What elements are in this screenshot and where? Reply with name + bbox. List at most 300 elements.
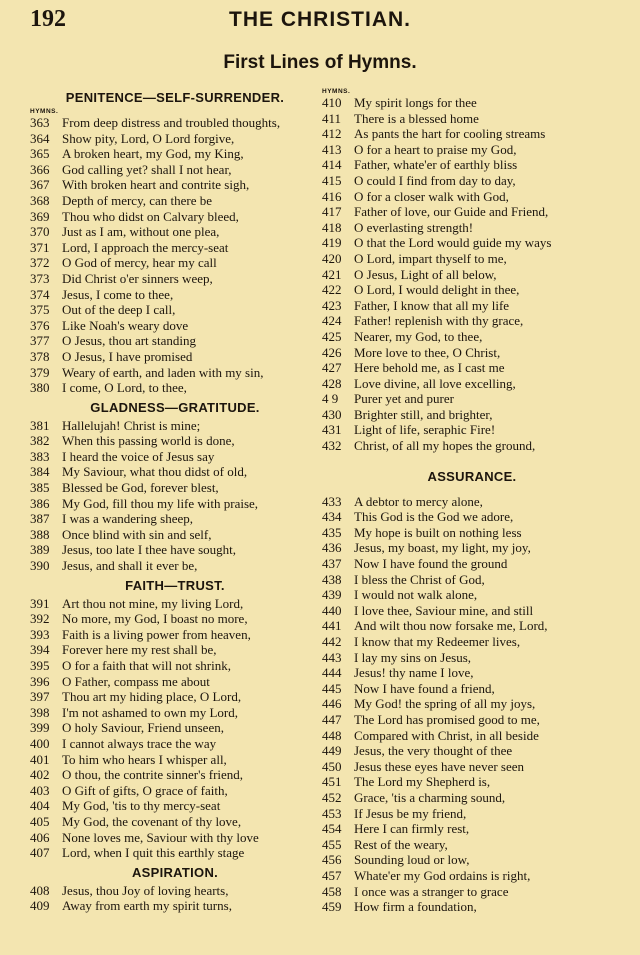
- hymn-number: 434: [322, 509, 342, 525]
- hymn-first-line: I lay my sins on Jesus,: [354, 649, 471, 665]
- hymn-number: 373: [30, 270, 50, 286]
- hymn-first-line: O for a closer walk with God,: [354, 188, 509, 204]
- hymn-number: 436: [322, 540, 342, 556]
- hymn-number: 449: [322, 743, 342, 759]
- hymn-first-line: Love divine, all love excelling,: [354, 375, 516, 391]
- hymns-label: HYMNS.: [30, 108, 59, 115]
- hymn-first-line: I cannot always trace the way: [62, 735, 217, 751]
- hymn-number: 366: [30, 161, 50, 177]
- hymn-row: [30, 224, 320, 240]
- hymn-number: 392: [30, 611, 50, 627]
- hymn-number: 375: [30, 302, 50, 318]
- hymn-row: [30, 558, 320, 574]
- hymn-number: 385: [30, 480, 50, 496]
- hymn-number: 406: [30, 829, 50, 845]
- hymn-row: [322, 142, 622, 158]
- hymn-row: [30, 845, 320, 861]
- hymn-row: [322, 220, 622, 236]
- hymn-first-line: Hallelujah! Christ is mine;: [62, 417, 201, 433]
- hymn-first-line: I heard the voice of Jesus say: [62, 448, 215, 464]
- hymn-number: 415: [322, 172, 342, 188]
- hymn-number: 399: [30, 720, 50, 736]
- hymn-row: [30, 814, 320, 830]
- hymn-number: 389: [30, 542, 50, 558]
- hymn-first-line: O that the Lord would guide my ways: [354, 235, 552, 251]
- hymn-first-line: O Jesus, Light of all below,: [354, 266, 497, 282]
- hymn-row: [322, 509, 622, 525]
- hymn-first-line: Art thou not mine, my living Lord,: [62, 595, 244, 611]
- hymn-first-line: No more, my God, I boast no more,: [62, 611, 248, 627]
- hymn-row: [322, 407, 622, 423]
- hymn-first-line: Christ, of all my hopes the ground,: [354, 438, 536, 454]
- hymn-first-line: Purer yet and purer: [354, 391, 454, 407]
- hymn-number: 412: [322, 126, 342, 142]
- hymn-number: 424: [322, 313, 342, 329]
- hymn-row: [30, 115, 320, 131]
- hymn-row: [322, 267, 622, 283]
- hymn-row: [322, 852, 622, 868]
- hymn-row: [322, 126, 622, 142]
- hymn-number: 411: [322, 110, 342, 126]
- hymn-first-line: This God is the God we adore,: [354, 509, 514, 525]
- hymn-first-line: Compared with Christ, in all beside: [354, 727, 539, 743]
- hymn-first-line: O Lord, impart thyself to me,: [354, 250, 507, 266]
- hymn-number: 381: [30, 417, 50, 433]
- hymn-number: 428: [322, 375, 342, 391]
- hymn-row: [322, 345, 622, 361]
- hymn-number: 437: [322, 556, 342, 572]
- hymn-row: [322, 313, 622, 329]
- hymn-number: 438: [322, 571, 342, 587]
- hymn-number: 370: [30, 224, 50, 240]
- hymn-row: [30, 705, 320, 721]
- hymn-first-line: As pants the hart for cooling streams: [354, 126, 546, 142]
- hymn-first-line: Rest of the weary,: [354, 836, 448, 852]
- category-heading: PENITENCE—SELF-SURRENDER.: [65, 90, 285, 105]
- hymn-first-line: O Jesus, I have promised: [62, 348, 193, 364]
- hymn-row: [30, 287, 320, 303]
- hymn-row: [322, 681, 622, 697]
- hymn-first-line: O thou, the contrite sinner's friend,: [62, 767, 244, 783]
- hymn-number: 397: [30, 689, 50, 705]
- hymn-row: [30, 736, 320, 752]
- hymn-row: [322, 665, 622, 681]
- hymn-number: 365: [30, 146, 50, 162]
- hymn-number: 417: [322, 204, 342, 220]
- hymn-row: [30, 658, 320, 674]
- hymn-list: [30, 418, 320, 574]
- hymn-row: [322, 712, 622, 728]
- hymn-first-line: From deep distress and troubled thoughts,: [62, 115, 281, 130]
- hymn-row: [322, 790, 622, 806]
- hymn-first-line: O Father, compass me about: [62, 673, 210, 689]
- hymn-first-line: Brighter still, and brighter,: [354, 406, 493, 422]
- hymn-first-line: Jesus, too late I thee have sought,: [62, 542, 237, 558]
- hymn-first-line: O everlasting strength!: [354, 219, 474, 235]
- hymn-list: [30, 883, 320, 914]
- hymn-number: 435: [322, 524, 342, 540]
- hymn-row: [322, 422, 622, 438]
- hymn-first-line: More love to thee, O Christ,: [354, 344, 501, 360]
- hymn-row: [30, 318, 320, 334]
- hymn-first-line: Jesus these eyes have never seen: [354, 758, 525, 774]
- hymn-row: [30, 596, 320, 612]
- hymn-row: [322, 251, 622, 267]
- hymn-first-line: Whate'er my God ordains is right,: [354, 867, 531, 883]
- hymn-row: [322, 376, 622, 392]
- hymn-number: 379: [30, 364, 50, 380]
- hymn-number: 425: [322, 328, 342, 344]
- hymn-number: 401: [30, 751, 50, 767]
- hymn-row: [322, 899, 622, 915]
- hymn-row: [322, 329, 622, 345]
- hymn-first-line: Now I have found the ground: [354, 556, 508, 572]
- hymn-row: [30, 271, 320, 287]
- hymn-row: [30, 433, 320, 449]
- hymn-row: [322, 821, 622, 837]
- hymn-number: 4 9: [322, 391, 339, 407]
- hymn-number: 393: [30, 626, 50, 642]
- hymn-first-line: I once was a stranger to grace: [354, 883, 509, 899]
- hymn-first-line: My hope is built on nothing less: [354, 524, 522, 540]
- running-title: THE CHRISTIAN.: [229, 8, 411, 31]
- hymn-first-line: The Lord my Shepherd is,: [354, 774, 491, 790]
- hymn-row: [30, 449, 320, 465]
- hymn-row: [30, 480, 320, 496]
- hymn-number: 431: [322, 422, 342, 438]
- hymn-number: 457: [322, 867, 342, 883]
- hymn-first-line: Jesus, I come to thee,: [62, 286, 174, 302]
- hymn-number: 451: [322, 774, 342, 790]
- hymn-number: 426: [322, 344, 342, 360]
- hymn-row: [30, 627, 320, 643]
- hymn-number: 378: [30, 348, 50, 364]
- hymn-number: 391: [30, 595, 50, 611]
- hymn-first-line: I bless the Christ of God,: [354, 571, 485, 587]
- hymn-row: [30, 720, 320, 736]
- hymn-first-line: God calling yet? shall I not hear,: [62, 161, 232, 177]
- hymn-number: 440: [322, 602, 342, 618]
- hymn-first-line: Light of life, seraphic Fire!: [354, 422, 496, 438]
- hymn-first-line: Father! replenish with thy grace,: [354, 313, 524, 329]
- hymn-first-line: Away from earth my spirit turns,: [62, 898, 232, 914]
- hymn-number: 398: [30, 704, 50, 720]
- hymn-first-line: A debtor to mercy alone,: [354, 493, 483, 509]
- hymn-row: [322, 189, 622, 205]
- hymn-row: [322, 525, 622, 541]
- hymn-row: [322, 494, 622, 510]
- hymn-row: [30, 511, 320, 527]
- hymn-first-line: Faith is a living power from heaven,: [62, 626, 251, 642]
- hymn-row: [322, 282, 622, 298]
- hymn-first-line: Here behold me, as I cast me: [354, 360, 505, 376]
- hymn-number: 423: [322, 297, 342, 313]
- hymn-row: [322, 157, 622, 173]
- hymn-first-line: Thou art my hiding place, O Lord,: [62, 689, 242, 705]
- hymn-row: [322, 837, 622, 853]
- hymn-row: [322, 360, 622, 376]
- hymn-number: 419: [322, 235, 342, 251]
- hymn-number: 418: [322, 219, 342, 235]
- category-heading: ASPIRATION.: [131, 864, 219, 880]
- hymn-number: 394: [30, 642, 50, 658]
- hymn-number: 422: [322, 282, 342, 298]
- hymn-first-line: Blessed be God, forever blest,: [62, 480, 219, 496]
- hymn-row: [322, 235, 622, 251]
- hymn-number: 442: [322, 634, 342, 649]
- hymn-number: 374: [30, 286, 50, 302]
- hymn-first-line: O Lord, I would delight in thee,: [354, 282, 520, 298]
- hymns-label: HYMNS.: [322, 88, 351, 95]
- hymn-row: [30, 240, 320, 256]
- hymn-first-line: Father, I know that all my life: [354, 297, 510, 313]
- hymn-number: 408: [30, 882, 50, 898]
- hymn-first-line: Forever here my rest shall be,: [62, 642, 217, 658]
- hymn-row: [322, 759, 622, 775]
- hymn-row: [322, 111, 622, 127]
- hymn-number: 380: [30, 380, 50, 396]
- hymn-first-line: I know that my Redeemer lives,: [354, 634, 521, 649]
- hymn-number: 413: [322, 141, 342, 157]
- hymn-first-line: Jesus, my boast, my light, my joy,: [354, 540, 531, 556]
- hymn-number: 444: [322, 665, 342, 681]
- hymn-number: 384: [30, 464, 50, 480]
- left-column: [30, 86, 320, 914]
- hymn-first-line: Lord, when I quit this earthly stage: [62, 845, 245, 861]
- hymn-number: 420: [322, 250, 342, 266]
- hymn-number: 430: [322, 406, 342, 422]
- hymn-number: 363: [30, 115, 50, 130]
- page-number: 192: [30, 6, 66, 32]
- hymn-first-line: Jesus, and shall it ever be,: [62, 558, 198, 574]
- hymn-row: [30, 349, 320, 365]
- hymn-first-line: I come, O Lord, to thee,: [62, 380, 187, 396]
- hymn-number: 390: [30, 558, 50, 574]
- hymn-number: 376: [30, 317, 50, 333]
- hymn-number: 456: [322, 852, 342, 868]
- hymn-first-line: I'm not ashamed to own my Lord,: [62, 704, 239, 720]
- hymn-row: [30, 177, 320, 193]
- hymn-row: [30, 333, 320, 349]
- hymn-first-line: To him who hears I whisper all,: [62, 751, 227, 767]
- hymn-first-line: My spirit longs for thee: [354, 95, 477, 110]
- hymn-row: [30, 146, 320, 162]
- hymn-number: 443: [322, 649, 342, 665]
- hymn-number: 450: [322, 758, 342, 774]
- hymn-row: [30, 830, 320, 846]
- hymn-first-line: I would not walk alone,: [354, 587, 478, 603]
- hymn-row: [30, 162, 320, 178]
- hymn-row: [30, 752, 320, 768]
- hymn-row: [30, 193, 320, 209]
- hymn-number: 386: [30, 495, 50, 511]
- hymn-row: [322, 298, 622, 314]
- hymn-list: [322, 494, 622, 915]
- hymn-number: 400: [30, 735, 50, 751]
- hymn-row: [322, 204, 622, 220]
- hymn-row: [30, 542, 320, 558]
- hymn-number: 447: [322, 711, 342, 727]
- hymn-number: 441: [322, 618, 342, 634]
- hymn-first-line: Weary of earth, and laden with my sin,: [62, 364, 264, 380]
- hymn-first-line: Now I have found a friend,: [354, 680, 495, 696]
- hymn-first-line: When this passing world is done,: [62, 433, 235, 449]
- hymn-first-line: Just as I am, without one plea,: [62, 224, 220, 240]
- hymn-row: [30, 209, 320, 225]
- hymn-row: [322, 438, 622, 454]
- hymn-row: [322, 884, 622, 900]
- hymn-number: 402: [30, 767, 50, 783]
- hymn-row: [30, 464, 320, 480]
- hymn-number: 404: [30, 798, 50, 814]
- hymn-number: 372: [30, 255, 50, 271]
- hymn-first-line: Father of love, our Guide and Friend,: [354, 204, 549, 220]
- hymn-first-line: I was a wandering sheep,: [62, 511, 194, 527]
- hymn-row: [322, 572, 622, 588]
- hymn-first-line: My Saviour, what thou didst of old,: [62, 464, 248, 480]
- hymn-first-line: Lord, I approach the mercy-seat: [62, 239, 229, 255]
- hymn-first-line: There is a blessed home: [354, 110, 479, 126]
- hymn-number: 432: [322, 438, 342, 454]
- hymn-number: 377: [30, 333, 50, 349]
- hymn-number: 458: [322, 883, 342, 899]
- hymn-first-line: Here I can firmly rest,: [354, 821, 470, 837]
- hymn-row: [30, 496, 320, 512]
- hymn-first-line: How firm a foundation,: [354, 899, 477, 915]
- hymn-first-line: Out of the deep I call,: [62, 302, 176, 318]
- hymn-number: 455: [322, 836, 342, 852]
- hymn-list: [322, 95, 622, 454]
- hymn-first-line: Sounding loud or low,: [354, 852, 470, 868]
- hymn-row: [30, 783, 320, 799]
- hymn-row: [30, 767, 320, 783]
- hymn-first-line: Jesus! thy name I love,: [354, 665, 474, 681]
- hymn-first-line: I love thee, Saviour mine, and still: [354, 602, 534, 618]
- hymn-row: [30, 131, 320, 147]
- hymn-list: [30, 596, 320, 861]
- hymn-first-line: And wilt thou now forsake me, Lord,: [354, 618, 548, 634]
- hymn-first-line: O Gift of gifts, O grace of faith,: [62, 782, 228, 798]
- hymn-number: 403: [30, 782, 50, 798]
- hymn-number: 414: [322, 157, 342, 173]
- hymn-first-line: Like Noah's weary dove: [62, 317, 189, 333]
- hymn-row: [30, 380, 320, 396]
- hymn-first-line: My God, fill thou my life with praise,: [62, 495, 259, 511]
- hymn-number: 368: [30, 192, 50, 208]
- hymn-number: 396: [30, 673, 50, 689]
- hymn-number: 446: [322, 696, 342, 712]
- hymn-number: 382: [30, 433, 50, 449]
- hymn-first-line: None loves me, Saviour with thy love: [62, 829, 259, 845]
- hymn-first-line: Depth of mercy, can there be: [62, 192, 213, 208]
- category-heading: GLADNESS—GRATITUDE.: [90, 399, 260, 415]
- hymn-row: [322, 743, 622, 759]
- hymn-number: 453: [322, 805, 342, 821]
- hymn-row: [30, 883, 320, 899]
- hymn-number: 395: [30, 658, 50, 673]
- hymn-first-line: O for a heart to praise my God,: [354, 141, 517, 157]
- hymn-number: 416: [322, 188, 342, 204]
- hymn-row: [322, 391, 622, 407]
- hymn-number: 445: [322, 680, 342, 696]
- hymn-first-line: Grace, 'tis a charming sound,: [354, 789, 506, 805]
- hymn-row: [322, 774, 622, 790]
- hymn-first-line: O could I find from day to day,: [354, 172, 516, 188]
- hymn-number: 448: [322, 727, 342, 743]
- hymn-row: [322, 587, 622, 603]
- hymn-first-line: O Jesus, thou art standing: [62, 333, 196, 349]
- hymn-row: [322, 95, 622, 111]
- hymn-number: 459: [322, 899, 342, 915]
- hymn-row: [30, 642, 320, 658]
- hymn-row: [30, 302, 320, 318]
- hymn-number: 433: [322, 493, 342, 509]
- hymn-first-line: My God, the covenant of thy love,: [62, 813, 242, 829]
- category-heading: FAITH—TRUST.: [125, 577, 225, 593]
- hymn-first-line: Jesus, thou Joy of loving hearts,: [62, 882, 229, 898]
- hymn-number: 405: [30, 813, 50, 829]
- hymn-row: [30, 689, 320, 705]
- hymn-row: [322, 618, 622, 634]
- hymn-number: 364: [30, 130, 50, 146]
- hymn-row: [30, 255, 320, 271]
- hymn-first-line: O for a faith that will not shrink,: [62, 658, 231, 673]
- hymn-list: [30, 115, 320, 396]
- hymn-first-line: O holy Saviour, Friend unseen,: [62, 720, 224, 736]
- section-title: First Lines of Hymns.: [223, 52, 417, 73]
- hymn-row: [322, 603, 622, 619]
- hymn-number: 421: [322, 266, 342, 282]
- hymn-row: [30, 365, 320, 381]
- hymn-row: [322, 806, 622, 822]
- hymn-row: [322, 173, 622, 189]
- hymn-row: [30, 418, 320, 434]
- hymn-number: 369: [30, 208, 50, 224]
- hymn-first-line: A broken heart, my God, my King,: [62, 146, 244, 162]
- hymn-row: [30, 898, 320, 914]
- hymn-first-line: Nearer, my God, to thee,: [354, 328, 483, 344]
- hymn-first-line: The Lord has promised good to me,: [354, 711, 540, 727]
- hymn-first-line: Did Christ o'er sinners weep,: [62, 270, 213, 286]
- hymn-number: 409: [30, 898, 50, 914]
- hymn-first-line: Once blind with sin and self,: [62, 526, 212, 542]
- hymn-number: 439: [322, 587, 342, 603]
- hymn-number: 454: [322, 821, 342, 837]
- category-heading: ASSURANCE.: [427, 468, 517, 484]
- hymn-row: [322, 696, 622, 712]
- hymn-first-line: My God, 'tis to thy mercy-seat: [62, 798, 221, 814]
- hymn-number: 388: [30, 526, 50, 542]
- hymn-row: [322, 556, 622, 572]
- hymn-row: [322, 634, 622, 650]
- hymn-row: [30, 798, 320, 814]
- hymn-first-line: If Jesus be my friend,: [354, 805, 467, 821]
- hymn-number: 410: [322, 95, 342, 110]
- hymn-first-line: Jesus, the very thought of thee: [354, 743, 513, 759]
- right-column: [322, 88, 622, 915]
- hymn-first-line: With broken heart and contrite sigh,: [62, 177, 250, 193]
- hymn-first-line: O God of mercy, hear my call: [62, 255, 217, 271]
- hymn-first-line: My God! the spring of all my joys,: [354, 696, 536, 712]
- hymn-number: 383: [30, 448, 50, 464]
- hymn-first-line: Show pity, Lord, O Lord forgive,: [62, 130, 235, 146]
- hymn-number: 387: [30, 511, 50, 527]
- hymn-number: 371: [30, 239, 50, 255]
- hymn-row: [322, 868, 622, 884]
- hymn-row: [322, 728, 622, 744]
- hymn-number: 452: [322, 789, 342, 805]
- hymn-number: 427: [322, 360, 342, 376]
